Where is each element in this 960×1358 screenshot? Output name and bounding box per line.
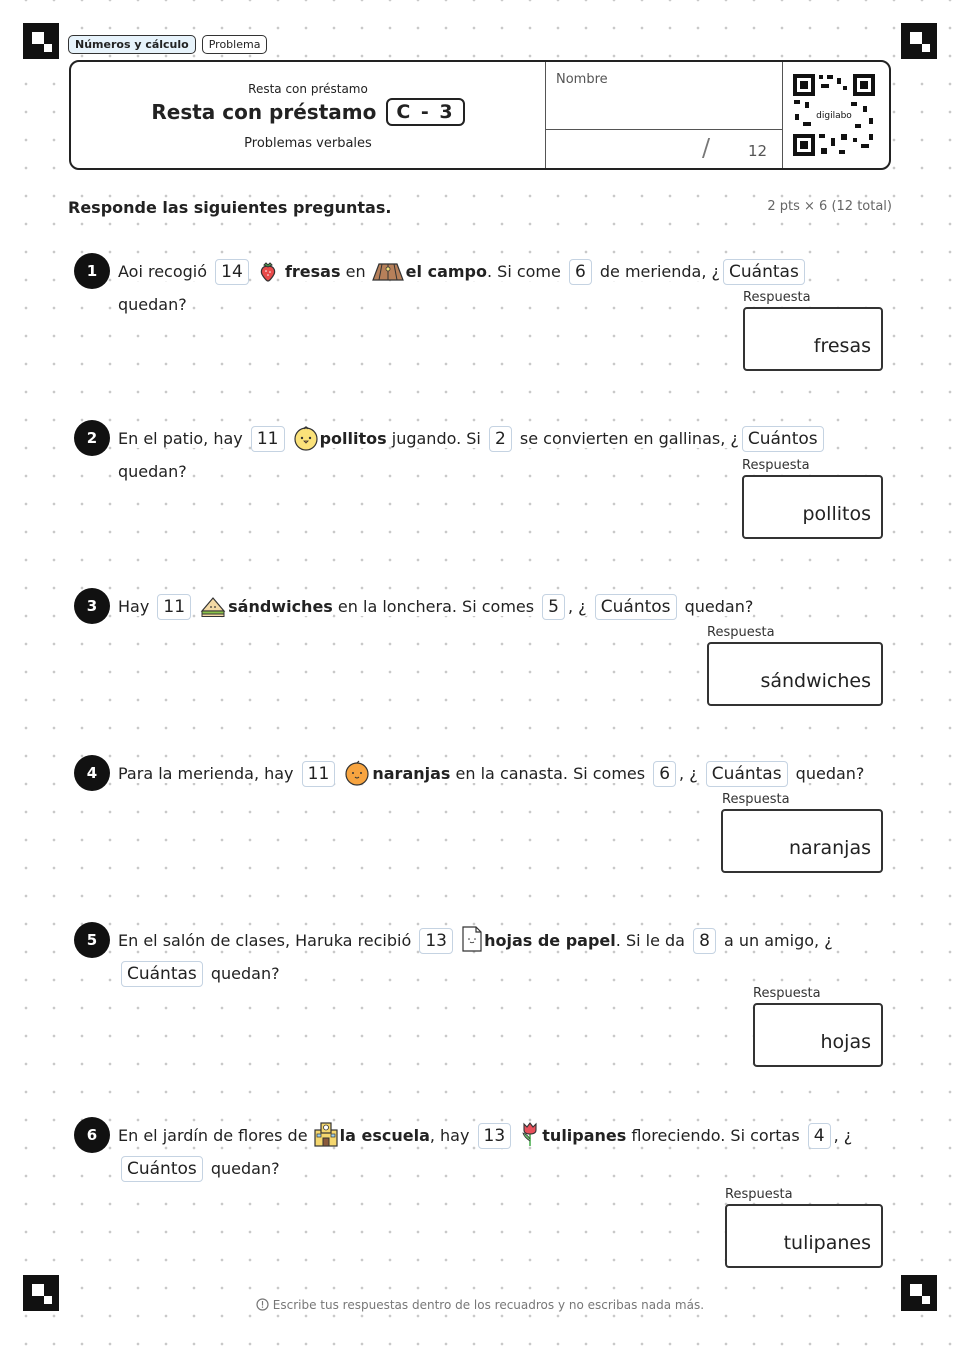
question-number: 3 <box>74 588 110 624</box>
text-segment: , ¿ <box>568 597 587 616</box>
question-word-box: Cuántas <box>121 961 203 987</box>
answer-unit: tulipanes <box>783 1232 871 1254</box>
answer-label: Respuesta <box>742 458 810 473</box>
tag-type: Problema <box>202 35 268 54</box>
qr-label: digilabo <box>816 111 852 121</box>
paper-icon <box>461 926 483 952</box>
answer-unit: sándwiches <box>760 670 871 692</box>
keyword: fresas <box>284 262 341 281</box>
text-segment: en la canasta. Si comes <box>455 764 646 783</box>
text-segment: Hay <box>118 597 150 616</box>
number-box: 11 <box>302 761 336 787</box>
keyword: tulipanes <box>542 1126 627 1145</box>
text-segment: . Si le da <box>615 931 685 950</box>
orange-icon <box>343 760 371 786</box>
answer-label: Respuesta <box>725 1187 793 1202</box>
header-subtitle: Resta con préstamo <box>248 82 368 96</box>
text-segment: , ¿ <box>679 764 698 783</box>
corner-marker-top-left <box>23 23 59 59</box>
text-segment: quedan? <box>795 764 865 783</box>
worksheet-header <box>69 60 891 170</box>
title-block <box>71 62 545 168</box>
score-total: 12 <box>748 142 768 160</box>
text-segment: en la lonchera. Si comes <box>337 597 535 616</box>
keyword: el campo <box>405 262 487 281</box>
keyword: naranjas <box>372 764 451 783</box>
worksheet-code: C - 3 <box>386 98 464 126</box>
text-segment: quedan? <box>118 462 187 481</box>
answer-box-1[interactable] <box>743 307 883 371</box>
answer-label: Respuesta <box>707 625 775 640</box>
tag-category: Números y cálculo <box>68 35 196 54</box>
info-icon <box>256 1298 269 1311</box>
question-number: 6 <box>74 1117 110 1153</box>
points-info: 2 pts × 6 (12 total) <box>767 199 892 214</box>
answer-unit: pollitos <box>802 503 871 525</box>
number-box: 11 <box>251 426 285 452</box>
name-divider <box>546 129 782 130</box>
tulip-icon <box>519 1121 541 1147</box>
text-segment: se convierten en gallinas, ¿ <box>519 429 739 448</box>
keyword: la escuela <box>339 1126 430 1145</box>
number-box: 14 <box>215 259 249 285</box>
text-segment: quedan? <box>210 1159 280 1178</box>
text-segment: de merienda, ¿ <box>599 262 721 281</box>
question-number: 1 <box>74 253 110 289</box>
number-box: 11 <box>157 594 191 620</box>
answer-box-3[interactable] <box>707 642 883 706</box>
text-segment: Para la merienda, hay <box>118 764 294 783</box>
answer-unit: hojas <box>820 1031 871 1053</box>
instructions: Responde las siguientes preguntas. <box>68 198 392 217</box>
name-label: Nombre <box>556 72 608 87</box>
text-segment: En el salón de clases, Haruka recibió <box>118 931 412 950</box>
answer-unit: naranjas <box>788 837 871 859</box>
question-number: 2 <box>74 420 110 456</box>
number-box: 6 <box>653 761 676 787</box>
number-box: 4 <box>808 1123 831 1149</box>
question-word-box: Cuántas <box>706 761 788 787</box>
footer-note <box>0 1298 960 1312</box>
text-segment: , ¿ <box>833 1126 853 1145</box>
text-segment: En el jardín de flores de <box>118 1126 308 1145</box>
keyword: sándwiches <box>228 597 333 616</box>
keyword: hojas de papel <box>484 931 616 950</box>
number-box: 13 <box>419 928 453 954</box>
field-icon <box>371 260 405 282</box>
question-word-box: Cuántos <box>595 594 677 620</box>
text-segment: . Si come <box>486 262 561 281</box>
question-word-box: Cuántos <box>121 1156 203 1182</box>
text-segment: quedan? <box>210 964 280 983</box>
text-segment: quedan? <box>118 295 187 314</box>
text-segment: Aoi recogió <box>118 262 208 281</box>
category-tags <box>68 35 267 54</box>
number-box: 5 <box>542 594 565 620</box>
question-text <box>118 1119 878 1185</box>
qr-code-icon <box>791 72 877 158</box>
answer-label: Respuesta <box>722 792 790 807</box>
school-icon <box>313 1121 339 1147</box>
text-segment: quedan? <box>684 597 754 616</box>
answer-label: Respuesta <box>753 986 821 1001</box>
question-word-box: Cuántos <box>742 426 824 452</box>
question-text <box>118 924 878 990</box>
answer-box-2[interactable] <box>742 475 883 539</box>
page-title: Resta con préstamo <box>151 100 377 124</box>
text-segment: floreciendo. Si cortas <box>631 1126 800 1145</box>
answer-unit: fresas <box>813 335 871 357</box>
score-slash: / <box>702 134 711 162</box>
strawberry-icon <box>257 260 279 282</box>
number-box: 13 <box>478 1123 512 1149</box>
question-number: 5 <box>74 922 110 958</box>
corner-marker-top-right <box>901 23 937 59</box>
number-box: 2 <box>489 426 512 452</box>
question-number: 4 <box>74 755 110 791</box>
answer-label: Respuesta <box>743 290 811 305</box>
answer-box-4[interactable] <box>721 809 883 873</box>
text-segment: a un amigo, ¿ <box>723 931 833 950</box>
text-segment: en <box>345 262 366 281</box>
answer-box-5[interactable] <box>753 1003 883 1067</box>
sandwich-icon <box>199 595 227 617</box>
text-segment: , hay <box>429 1126 470 1145</box>
number-box: 8 <box>693 928 716 954</box>
chick-icon <box>293 425 319 451</box>
title-row <box>71 98 545 126</box>
header-category: Problemas verbales <box>244 136 372 151</box>
text-segment: jugando. Si <box>391 429 481 448</box>
keyword: pollitos <box>319 429 387 448</box>
text-segment: En el patio, hay <box>118 429 243 448</box>
footer-text: Escribe tus respuestas dentro de los recuadros y no escribas nada más. <box>272 1298 705 1312</box>
question-word-box: Cuántas <box>723 259 805 285</box>
question-text <box>118 590 878 623</box>
number-box: 6 <box>569 259 592 285</box>
question-text <box>118 757 878 790</box>
name-field[interactable] <box>545 62 783 168</box>
answer-box-6[interactable] <box>725 1204 883 1268</box>
